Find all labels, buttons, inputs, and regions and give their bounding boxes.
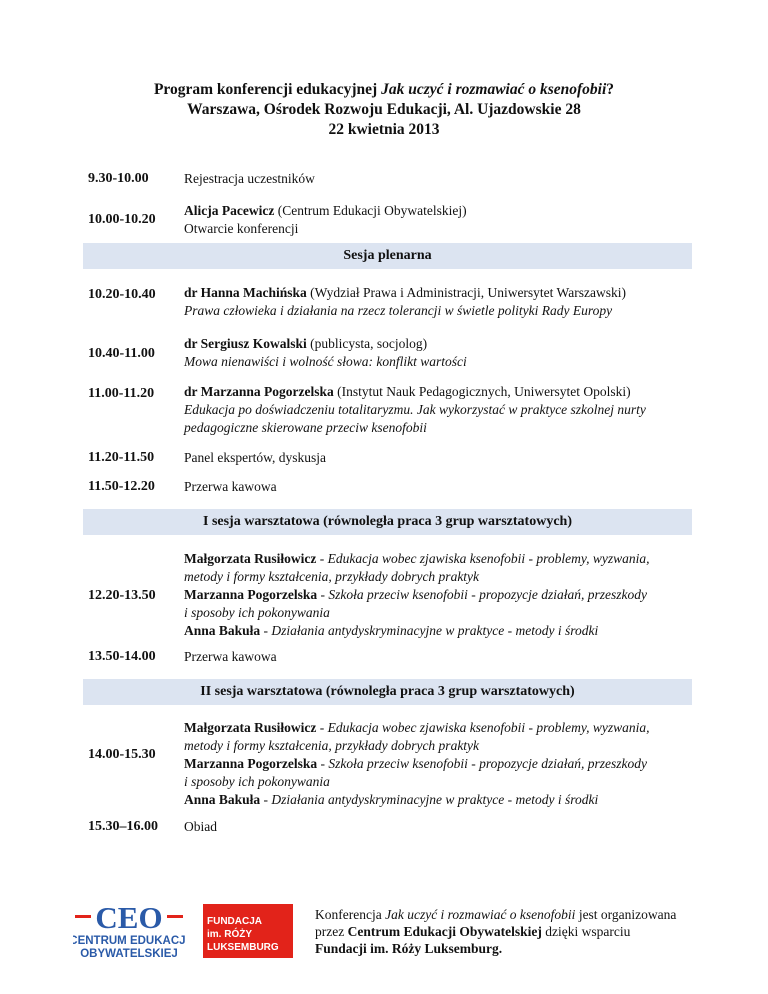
session-band-plenary: Sesja plenarna	[83, 243, 692, 269]
speaker-name: Anna Bakuła	[184, 792, 261, 807]
fundacja-logo-line2: im. RÓŻY	[207, 929, 253, 940]
row-time: 13.50-14.00	[88, 649, 156, 664]
program-header	[0, 80, 768, 140]
row-time: 12.20-13.50	[88, 588, 156, 603]
speaker-name: Anna Bakuła	[184, 623, 261, 638]
row-description: Obiad	[184, 819, 217, 834]
row-time: 15.30–16.00	[88, 819, 158, 834]
ceo-logo-line1: CENTRUM EDUKACJI	[73, 935, 185, 947]
fundacja-logo	[203, 904, 293, 958]
speaker-name: dr Hanna Machińska	[184, 285, 307, 300]
header-line-3: 22 kwietnia 2013	[328, 121, 440, 138]
row-time: 11.00-11.20	[88, 386, 155, 401]
row-description: Małgorzata Rusiłowicz - Edukacja wobec zjawiska ksenofobii - problemy, wyzwania, metody i formy kształcenia, przykłady dobrych praktyk Marzanna Pogorzelska - Szkoła przeciw ksenofobii - propozycje działań, przeszkody i sposoby ich pokonywania Anna Bakuła - Działania antydyskryminacyjne w praktyce - metody i środki	[184, 720, 650, 807]
ceo-logo-letters: CEO	[95, 900, 163, 935]
speaker-name: dr Sergiusz Kowalski	[184, 336, 307, 351]
fundacja-logo-line1: FUNDACJA	[207, 916, 262, 927]
footer-note: Konferencja Jak uczyć i rozmawiać o ksenofobii jest organizowana przez Centrum Edukacji Obywatelskiej dzięki wsparciu Fundacji im. Róży Luksemburg.	[315, 907, 677, 956]
row-time: 14.00-15.30	[88, 747, 156, 762]
header-line-1: Program konferencji edukacyjnej Jak uczyć i rozmawiać o ksenofobii?	[153, 81, 615, 98]
session-band-workshop-2: II sesja warsztatowa (równoległa praca 3 grup warsztatowych)	[83, 679, 692, 705]
fundacja-logo-line3: LUKSEMBURG	[207, 942, 279, 953]
row-description: dr Marzanna Pogorzelska (Instytut Nauk Pedagogicznych, Uniwersytet Opolski) Edukacja po doświadczeniu totalitaryzmu. Jak wykorzystać w praktyce szkolnej nurty pedagogiczne skierowane przeciw ksenofobii	[184, 384, 646, 435]
row-description: dr Sergiusz Kowalski (publicysta, socjolog) Mowa nienawiści i wolność słowa: konflikt wartości	[184, 336, 467, 369]
speaker-name: Alicja Pacewicz	[184, 203, 275, 218]
row-description: dr Hanna Machińska (Wydział Prawa i Administracji, Uniwersytet Warszawski) Prawa człowieka i działania na rzecz tolerancji w świetle polityki Rady Europy	[184, 285, 626, 318]
ceo-logo	[73, 900, 185, 962]
speaker-name: dr Marzanna Pogorzelska	[184, 384, 334, 399]
speaker-name: Małgorzata Rusiłowicz	[184, 720, 317, 735]
row-description: Panel ekspertów, dyskusja	[184, 450, 326, 465]
row-time: 10.20-10.40	[88, 287, 156, 302]
ceo-logo-graphic	[73, 900, 185, 962]
row-time: 9.30-10.00	[88, 171, 149, 186]
row-description: Alicja Pacewicz (Centrum Edukacji Obywatelskiej) Otwarcie konferencji	[184, 203, 467, 236]
session-band-workshop-1: I sesja warsztatowa (równoległa praca 3 grup warsztatowych)	[83, 509, 692, 535]
fundacja-logo-graphic	[203, 904, 293, 958]
ceo-logo-line2: OBYWATELSKIEJ	[80, 948, 178, 960]
speaker-name: Małgorzata Rusiłowicz	[184, 551, 317, 566]
header-line-2: Warszawa, Ośrodek Rozwoju Edukacji, Al. Ujazdowskie 28	[187, 101, 581, 118]
row-description: Małgorzata Rusiłowicz - Edukacja wobec zjawiska ksenofobii - problemy, wyzwania, metody i formy kształcenia, przykłady dobrych praktyk Marzanna Pogorzelska - Szkoła przeciw ksenofobii - propozycje działań, przeszkody i sposoby ich pokonywania Anna Bakuła - Działania antydyskryminacyjne w praktyce - metody i środki	[184, 551, 650, 638]
row-description: Przerwa kawowa	[184, 479, 277, 494]
row-description: Rejestracja uczestników	[184, 171, 315, 186]
row-time: 10.00-10.20	[88, 212, 156, 227]
row-time: 11.20-11.50	[88, 450, 155, 465]
speaker-name: Marzanna Pogorzelska	[184, 756, 318, 771]
speaker-name: Marzanna Pogorzelska	[184, 587, 318, 602]
row-description: Przerwa kawowa	[184, 649, 277, 664]
row-time: 11.50-12.20	[88, 479, 155, 494]
row-time: 10.40-11.00	[88, 346, 155, 361]
